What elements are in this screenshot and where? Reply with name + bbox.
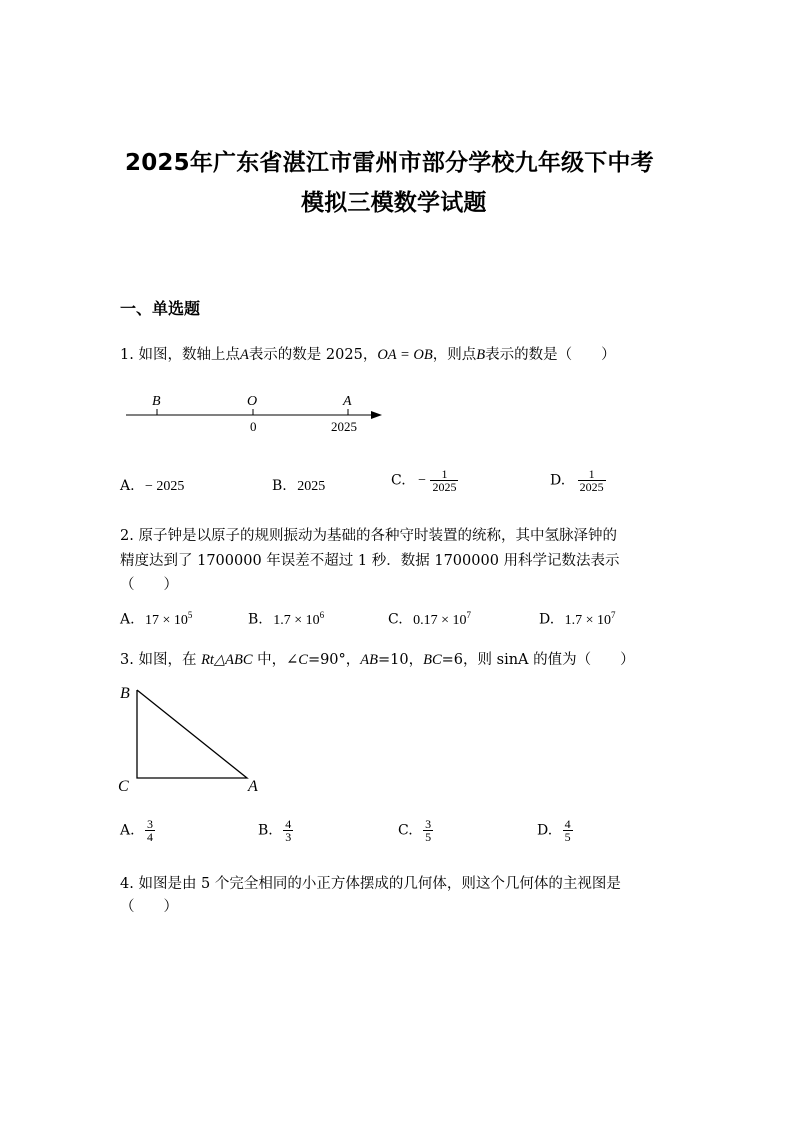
question-3-text — [120, 648, 635, 669]
math-variable: BC — [423, 652, 442, 668]
option-value: 17 × 10 — [145, 612, 188, 628]
question-text: 表示的数是 2025， — [248, 347, 378, 363]
fraction — [145, 818, 155, 843]
exponent: 7 — [466, 610, 472, 620]
question-text: 如图，在 — [138, 652, 197, 668]
math-triangle: △ABC — [213, 652, 253, 668]
arrow-head-icon — [371, 411, 382, 419]
exponent: 6 — [319, 610, 325, 620]
question-4-line1 — [120, 872, 621, 893]
vertex-label-c: C — [118, 778, 129, 795]
question-text: 中，∠ — [257, 652, 299, 668]
option-letter: D. — [539, 611, 555, 628]
fraction — [423, 818, 433, 843]
question-number: 2. — [120, 528, 134, 544]
question-text: 如图，数轴上点 — [138, 347, 240, 363]
point-label-o: O — [247, 394, 258, 409]
option-a[interactable] — [120, 818, 155, 843]
fraction — [563, 818, 573, 843]
option-letter: A. — [120, 478, 135, 494]
question-2-line3: （ ） — [120, 577, 178, 593]
option-letter: B. — [248, 611, 263, 628]
math-rt: Rt — [201, 652, 214, 668]
question-2-line2: 精度达到了 1700000 年误差不超过 1 秒．数据 1700000 用科学记数法表示 — [120, 553, 620, 569]
fraction-numerator: 4 — [285, 817, 292, 831]
option-a[interactable] — [120, 610, 192, 629]
option-letter: C. — [398, 822, 413, 839]
question-text: =90°， — [307, 652, 361, 668]
tick-label-2025: 2025 — [331, 419, 357, 434]
math-variable: AB — [360, 652, 379, 668]
option-letter: D. — [550, 472, 566, 489]
question-4-line2: （ ） — [120, 899, 178, 915]
option-letter: C. — [388, 611, 403, 628]
math-variable: C — [298, 652, 308, 668]
fraction-denominator: 2025 — [432, 480, 457, 494]
option-value: 1.7 × 10 — [273, 612, 320, 628]
fraction — [578, 468, 606, 493]
question-text: =6，则 sinA 的值为（ ） — [441, 652, 635, 668]
question-number: 4. — [120, 876, 134, 892]
question-1-text — [120, 343, 616, 364]
option-letter: A. — [120, 822, 135, 839]
fraction-numerator: 1 — [441, 467, 448, 481]
tick-label-0: 0 — [250, 419, 257, 434]
page-title-line1: 2025年广东省湛江市雷州市部分学校九年级下中考 — [125, 150, 654, 176]
fraction-numerator: 3 — [147, 817, 154, 831]
question-number: 1. — [120, 347, 134, 363]
question-text: 原子钟是以原子的规则振动为基础的各种守时装置的统称，其中氢脉泽钟的 — [138, 528, 617, 544]
option-letter: B. — [258, 822, 273, 839]
option-a[interactable] — [120, 478, 184, 495]
question-number: 3. — [120, 652, 134, 668]
option-c[interactable] — [398, 818, 433, 843]
triangle-abc — [137, 690, 247, 778]
section-heading: 一、单选题 — [120, 299, 201, 318]
question-2-line1 — [120, 524, 617, 545]
vertex-label-a: A — [248, 778, 258, 795]
option-value: − 2025 — [145, 479, 185, 494]
option-b[interactable] — [248, 610, 324, 629]
option-d[interactable] — [539, 610, 616, 629]
point-label-a: A — [343, 394, 352, 409]
fraction-denominator: 4 — [147, 830, 154, 844]
option-letter: D. — [537, 822, 553, 839]
math-variable: A — [239, 347, 249, 363]
fraction-numerator: 3 — [425, 817, 432, 831]
option-value: 2025 — [297, 479, 326, 494]
option-value: 0.17 × 10 — [413, 612, 467, 628]
math-equation: OA = OB — [377, 347, 433, 363]
fraction-denominator: 2025 — [579, 480, 604, 494]
triangle-figure — [112, 680, 272, 798]
option-d[interactable] — [537, 818, 573, 843]
option-b[interactable] — [258, 818, 293, 843]
fraction — [430, 468, 458, 493]
option-letter: C. — [391, 472, 406, 489]
option-b[interactable] — [272, 478, 325, 495]
question-text: =10， — [378, 652, 424, 668]
exponent: 7 — [611, 610, 616, 620]
point-label-b: B — [152, 394, 161, 409]
question-text: 如图是由 5 个完全相同的小正方体摆成的几何体，则这个几何体的主视图是 — [138, 876, 621, 892]
number-line-figure — [120, 388, 390, 438]
fraction-denominator: 5 — [564, 830, 571, 844]
exponent: 5 — [187, 610, 193, 620]
question-text: ，则点 — [432, 347, 477, 363]
option-letter: A. — [120, 611, 135, 628]
option-d[interactable] — [550, 468, 606, 493]
option-sign: − — [418, 472, 427, 488]
question-text: 表示的数是（ ） — [485, 347, 616, 363]
math-variable: B — [476, 347, 486, 363]
vertex-label-b: B — [120, 685, 130, 702]
page-title-line2: 模拟三模数学试题 — [301, 190, 487, 216]
option-value: 1.7 × 10 — [564, 612, 612, 628]
option-letter: B. — [272, 478, 287, 494]
fraction-numerator: 4 — [564, 817, 571, 831]
fraction-numerator: 1 — [588, 467, 595, 481]
fraction-denominator: 3 — [285, 830, 292, 844]
option-c[interactable] — [391, 468, 458, 493]
fraction-denominator: 5 — [425, 830, 432, 844]
option-c[interactable] — [388, 610, 471, 629]
fraction — [283, 818, 293, 843]
